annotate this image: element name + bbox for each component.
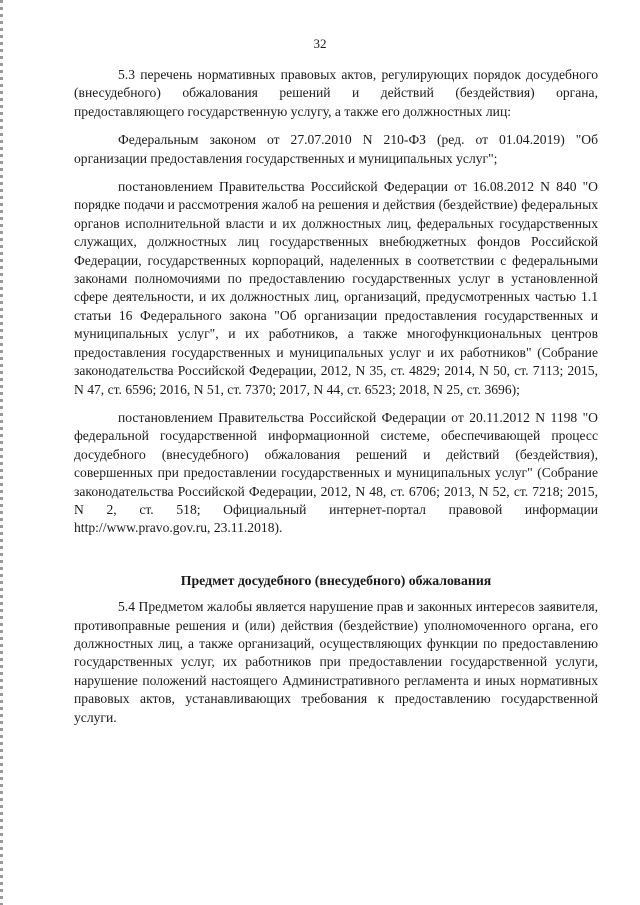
paragraph-decree-840: постановлением Правительства Российской Федерации от 16.08.2012 N 840 "О порядке подачи и рассмотрения жалоб на решения и действия (бездействие) федеральных органов исполнительной власти и их должностных лиц, федеральных государственных служащих, должностных лиц государственных внебюджетных фондов Российской Федерации, государственных корпораций, наделенных в соответствии с федеральными законами полномочиями по предоставлению государственных услуг в установленной сфере деятельности, и их должностных лиц, организаций, предусмотренных частью 1.1 статьи 16 Федерального закона "Об организации предоставления государственных и муниципальных услуг", и их работников, а также многофункциональных центров предоставления государственных и муниципальных услуг и их работников" (Собрание законодательства Российской Федерации, 2012, N 35, ст. 4829; 2014, N 50, ст. 7113; 2015, N 47, ст. 6596; 2016, N 51, ст. 7370; 2017, N 44, ст. 6523; 2018, N 25, ст. 3696); — [74, 179, 598, 397]
paragraph-decree-1198: постановлением Правительства Российской Федерации от 20.11.2012 N 1198 "О федеральной государственной информационной системе, обеспечивающей процесс досудебного (внесудебного) обжалования решений и действий (бездействия), совершенных при предоставлении государственных и муниципальных услуг" (Собрание законодательства Российской Федерации, 2012, N 48, ст. 6706; 2013, N 52, ст. 7218; 2015, N 2, ст. 518; Официальный интернет-портал правовой информации http://www.pravo.gov.ru, 23.11.2018). — [74, 409, 598, 536]
paragraph-law-210: Федеральным законом от 27.07.2010 N 210-ФЗ (ред. от 01.04.2019) "Об организации предоставления государственных и муниципальных услуг"; — [74, 132, 598, 166]
paragraph-5-3-intro: 5.3 перечень нормативных правовых актов, регулирующих порядок досудебного (внесудебного) обжалования решений и действий (бездействия) органа, предоставляющего государственную услугу, а также его должностных лиц: — [74, 67, 598, 119]
scan-edge-marks — [0, 0, 3, 905]
paragraph-5-4: 5.4 Предметом жалобы является нарушение прав и законных интересов заявителя, противоправные решения и (или) действия (бездействие) уполномоченного органа, его должностных лиц, а также организаций, осуществляющих функции по предоставлению государственных услуг, их работников при предоставлении государственной услуги, нарушение положений настоящего Административного регламента и иных нормативных правовых актов, устанавливающих требования к предоставлению государственной услуги. — [74, 599, 598, 725]
page-number: 32 — [313, 36, 327, 51]
section-heading: Предмет досудебного (внесудебного) обжалования — [180, 572, 492, 588]
document-body — [74, 66, 598, 727]
